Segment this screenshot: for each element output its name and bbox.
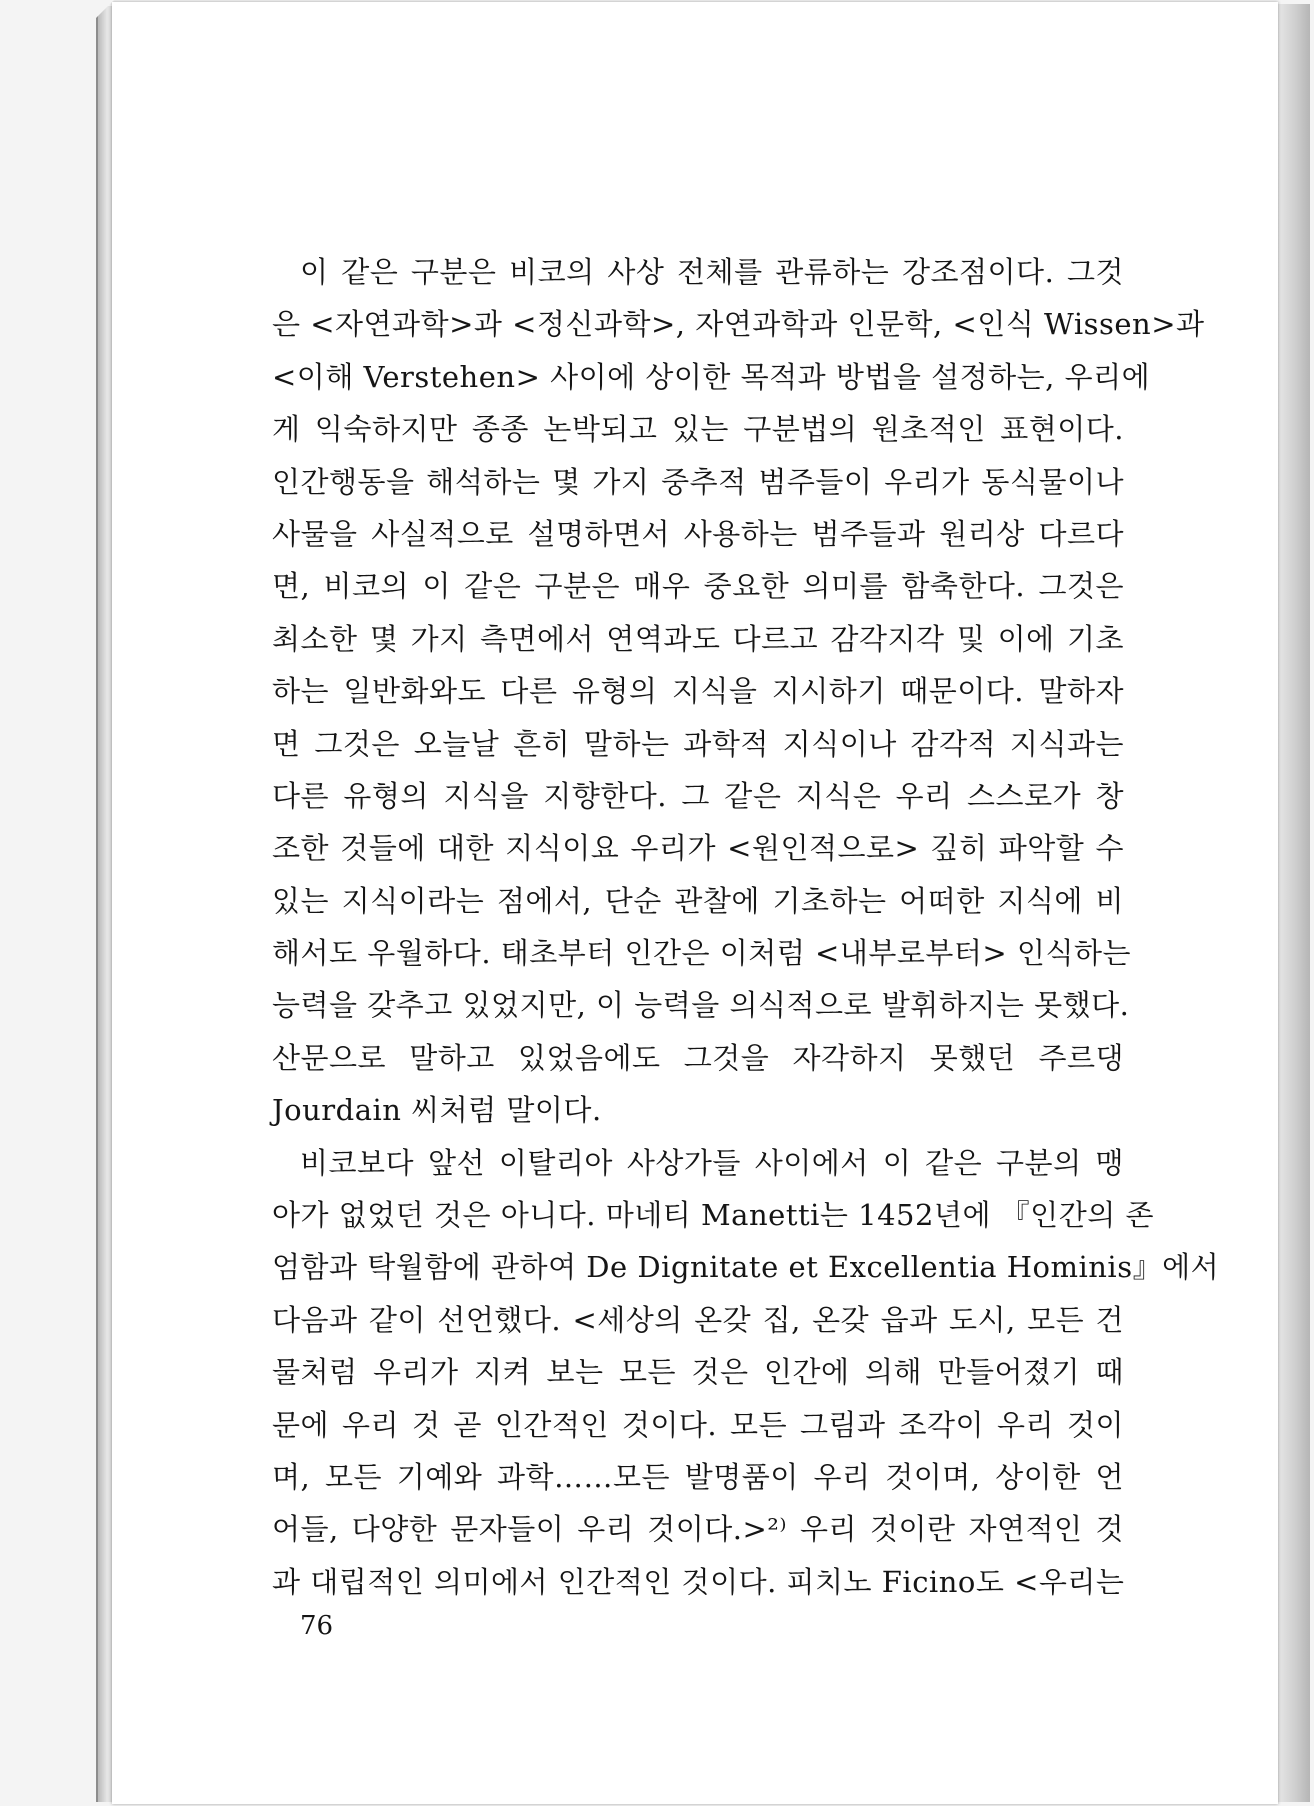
text-line: 인간행동을 해석하는 몇 가지 중추적 범주들이 우리가 동식물이나 bbox=[272, 464, 1124, 499]
text-line: 최소한 몇 가지 측면에서 연역과도 다르고 감각지각 및 이에 기초 bbox=[272, 621, 1124, 656]
body-text bbox=[272, 246, 1220, 1608]
text-line: 있는 지식이라는 점에서, 단순 관찰에 기초하는 어떠한 지식에 비 bbox=[272, 883, 1124, 918]
page-number: 76 bbox=[300, 1611, 334, 1641]
text-line: 며, 모든 기예와 과학……모든 발명품이 우리 것이며, 상이한 언 bbox=[272, 1459, 1124, 1494]
text-line: 은 <자연과학>과 <정신과학>, 자연과학과 인문학, <인식 Wissen>과 bbox=[272, 307, 1205, 342]
text-line: 면, 비코의 이 같은 구분은 매우 중요한 의미를 함축한다. 그것은 bbox=[272, 569, 1124, 604]
text-line: Jourdain 씨처럼 말이다. bbox=[272, 1093, 602, 1128]
text-line: 과 대립적인 의미에서 인간적인 것이다. 피치노 Ficino도 <우리는 bbox=[272, 1564, 1125, 1599]
text-line: 면 그것은 오늘날 흔히 말하는 과학적 지식이나 감각적 지식과는 bbox=[272, 726, 1124, 761]
page-corner-fold bbox=[96, 0, 114, 18]
text-line: 아가 없었던 것은 아니다. 마네티 Manetti는 1452년에 『인간의 존 bbox=[272, 1198, 1154, 1233]
text-line: 게 익숙하지만 종종 논박되고 있는 구분법의 원초적인 표현이다. bbox=[272, 412, 1124, 447]
text-line: 어들, 다양한 문자들이 우리 것이다.>²⁾ 우리 것이란 자연적인 것 bbox=[272, 1512, 1124, 1547]
text-line: 엄함과 탁월함에 관하여 De Dignitate et Excellentia Hominis』에서 bbox=[272, 1250, 1220, 1285]
text-line: 비코보다 앞선 이탈리아 사상가들 사이에서 이 같은 구분의 맹 bbox=[300, 1145, 1124, 1180]
text-line: 산문으로 말하고 있었음에도 그것을 자각하지 못했던 주르댕 bbox=[272, 1040, 1124, 1075]
paragraph bbox=[272, 246, 1205, 1137]
text-line: 이 같은 구분은 비코의 사상 전체를 관류하는 강조점이다. 그것 bbox=[300, 255, 1124, 289]
text-line: 능력을 갖추고 있었지만, 이 능력을 의식적으로 발휘하지는 못했다. bbox=[272, 988, 1130, 1023]
text-line: 문에 우리 것 곧 인간적인 것이다. 모든 그림과 조각이 우리 것이 bbox=[272, 1407, 1124, 1442]
text-line: 물처럼 우리가 지켜 보는 모든 것은 인간에 의해 만들어졌기 때 bbox=[272, 1355, 1124, 1390]
text-line: <이해 Verstehen> 사이에 상이한 목적과 방법을 설정하는, 우리에 bbox=[272, 359, 1151, 394]
text-line: 하는 일반화와도 다른 유형의 지식을 지시하기 때문이다. 말하자 bbox=[272, 674, 1124, 709]
text-line: 해서도 우월하다. 태초부터 인간은 이처럼 <내부로부터> 인식하는 bbox=[272, 936, 1131, 971]
paragraph bbox=[272, 1137, 1220, 1609]
text-line: 다른 유형의 지식을 지향한다. 그 같은 지식은 우리 스스로가 창 bbox=[272, 778, 1124, 813]
text-line: 조한 것들에 대한 지식이요 우리가 <원인적으로> 깊히 파악할 수 bbox=[272, 831, 1124, 866]
text-line: 다음과 같이 선언했다. <세상의 온갖 집, 온갖 읍과 도시, 모든 건 bbox=[272, 1302, 1124, 1337]
book-right-edge bbox=[1276, 4, 1310, 1802]
text-line: 사물을 사실적으로 설명하면서 사용하는 범주들과 원리상 다르다 bbox=[272, 516, 1124, 551]
